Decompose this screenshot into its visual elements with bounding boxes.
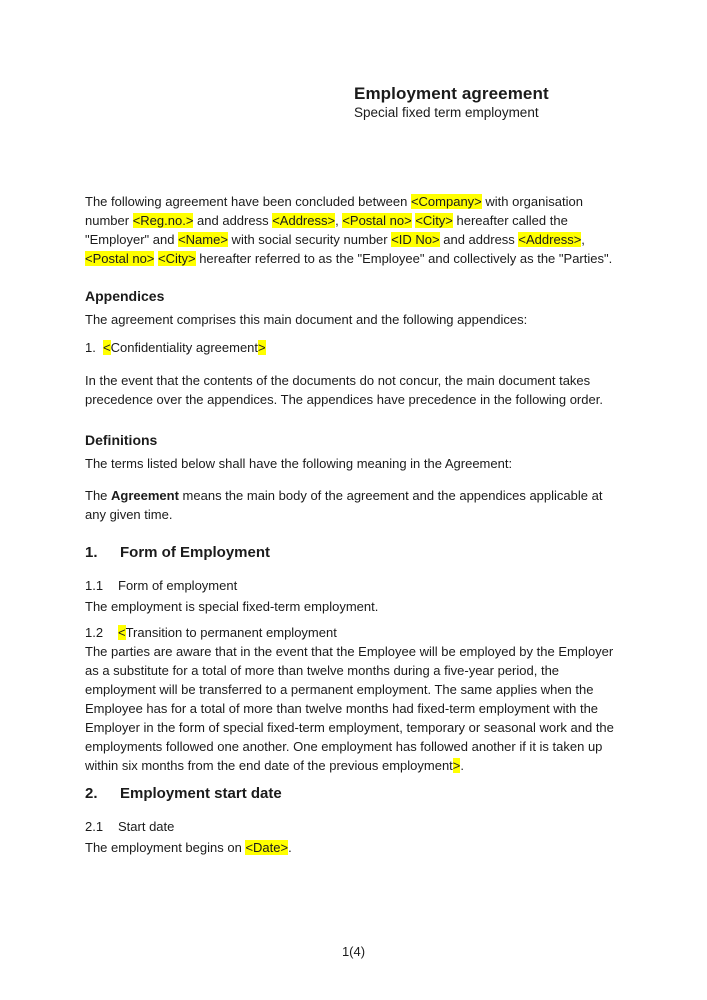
appendix-list-item — [85, 338, 622, 357]
document-body — [85, 0, 622, 857]
page-number: 1(4) — [341, 944, 366, 959]
document-subtitle: Special fixed term employment — [354, 105, 539, 120]
appendices-note: In the event that the contents of the documents do not concur, the main document takes precedence over the appendices. The appendices have precedence in the following order. — [85, 373, 603, 407]
section-1-number: 1. — [85, 544, 98, 561]
document-title: Employment agreement — [354, 84, 549, 103]
subsection-1-2-heading — [85, 623, 622, 642]
subsection-2-1-title: Start date — [118, 819, 175, 834]
subsection-2-1-body: The employment begins on <Date>. — [85, 840, 292, 855]
definitions-heading: Definitions — [85, 432, 158, 448]
appendix-item-number: 1. — [85, 340, 96, 355]
subsection-1-1-body: The employment is special fixed-term employment. — [85, 599, 379, 614]
section-2-title: Employment start date — [120, 785, 282, 802]
appendices-intro: The agreement comprises this main document and the following appendices: — [85, 312, 528, 327]
section-2-number: 2. — [85, 785, 98, 802]
subsection-1-2-body: The parties are aware that in the event that the Employee will be employed by the Employer as a substitute for a total of more than twelve months during a five-year period, the employment will be transferred to a permanent employment. The same applies when the Employee has for a total of more than twelve months had fixed-term employment with the Employer in the form of special fixed-term employment, temporary or seasonal work and the employments followed one another. One employment has followed another if it is taken up within six months from the end date of the previous employment>. — [85, 644, 614, 773]
section-2-heading — [85, 785, 622, 803]
subsection-1-1-title: Form of employment — [118, 578, 238, 593]
subsection-1-2-title: <Transition to permanent employment — [118, 625, 337, 640]
definitions-body: The Agreement means the main body of the agreement and the appendices applicable at any given time. — [85, 488, 603, 522]
document-header — [354, 84, 622, 121]
subsection-2-1-number: 2.1 — [85, 819, 104, 834]
subsection-1-2-number: 1.2 — [85, 625, 104, 640]
appendix-item-label: <Confidentiality agreement> — [103, 340, 266, 355]
section-1-heading — [85, 544, 622, 562]
appendices-heading: Appendices — [85, 288, 165, 304]
subsection-2-1-heading — [85, 817, 622, 836]
section-1-title: Form of Employment — [120, 544, 271, 561]
intro-paragraph: The following agreement have been concluded between <Company> with organisation number <Reg.no.> and address <Address>, <Postal no> <City> hereafter called the "Employer" and <Name> with social security number <ID No> and address <Address>, <Postal no> <City> hereafter referred to as the "Employee" and collectively as the "Parties". — [85, 194, 613, 266]
subsection-1-1-heading — [85, 576, 622, 595]
definitions-intro: The terms listed below shall have the following meaning in the Agreement: — [85, 456, 513, 471]
subsection-1-1-number: 1.1 — [85, 578, 104, 593]
